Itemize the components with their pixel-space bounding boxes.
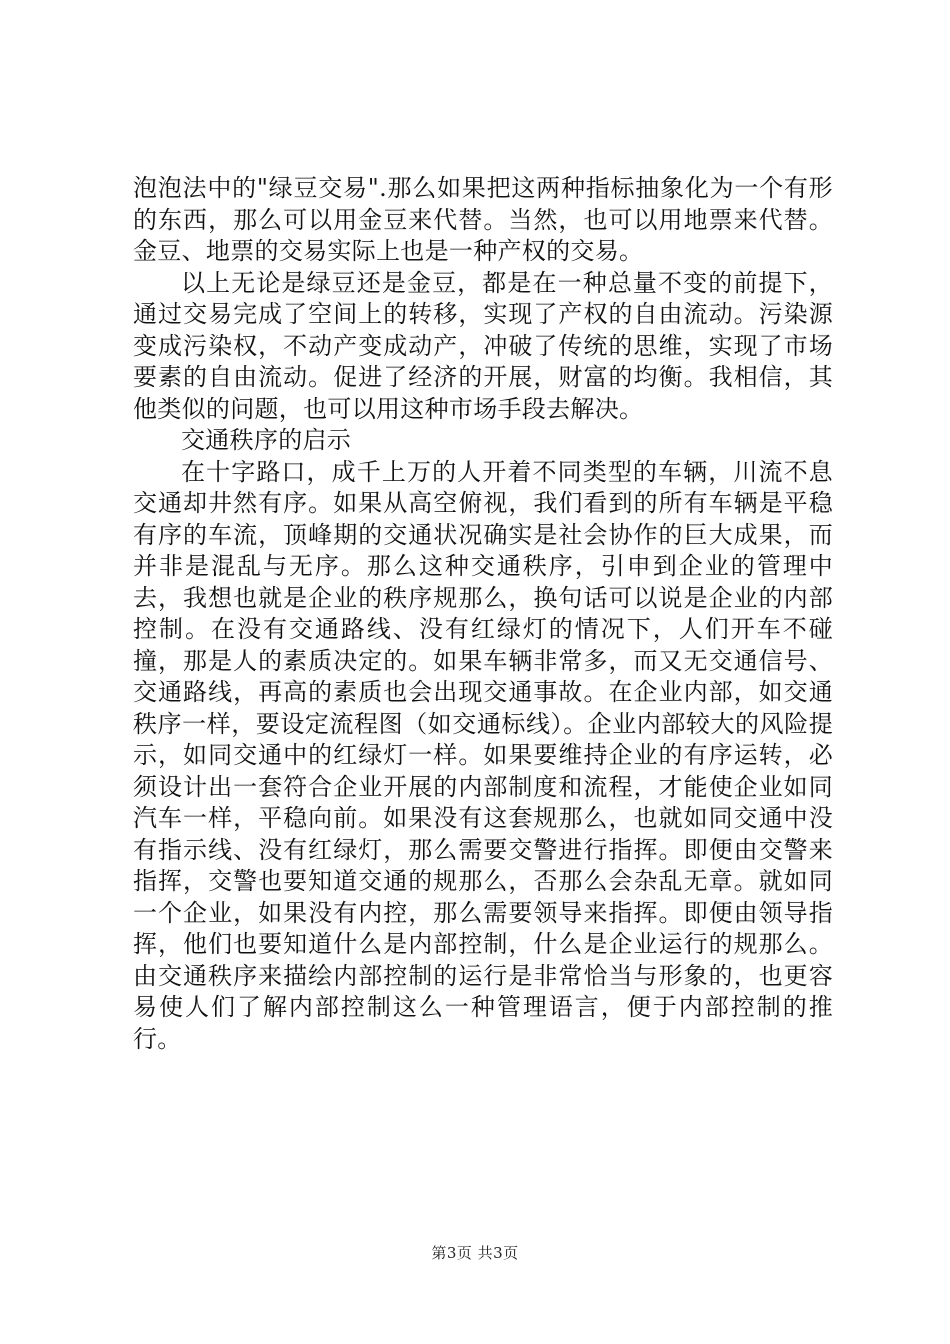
document-body	[133, 173, 833, 1055]
page-footer: 第3页 共3页	[431, 1244, 519, 1262]
paragraph-2: 以上无论是绿豆还是金豆，都是在一种总量不变的前提下，通过交易完成了空间上的转移，实现了产权的自由流动。污染源变成污染权，不动产变成动产，冲破了传统的思维，实现了市场要素的自由流动。促进了经济的开展，财富的均衡。我相信，其他类似的问题，也可以用这种市场手段去解决。	[133, 268, 833, 423]
paragraph-3: 在十字路口，成千上万的人开着不同类型的车辆，川流不息交通却井然有序。如果从高空俯视，我们看到的所有车辆是平稳有序的车流，顶峰期的交通状况确实是社会协作的巨大成果，而并非是混乱与无序。那么这种交通秩序，引申到企业的管理中去，我想也就是企业的秩序规那么，换句话可以说是企业的内部控制。在没有交通路线、没有红绿灯的情况下，人们开车不碰撞，那是人的素质决定的。如果车辆非常多，而又无交通信号、交通路线，再高的素质也会出现交通事故。在企业内部，如交通秩序一样，要设定流程图（如交通标线）。企业内部较大的风险提示，如同交通中的红绿灯一样。如果要维持企业的有序运转，必须设计出一套符合企业开展的内部制度和流程，才能使企业如同汽车一样，平稳向前。如果没有这套规那么，也就如同交通中没有指示线、没有红绿灯，那么需要交警进行指挥。即便由交警来指挥，交警也要知道交通的规那么，否那么会杂乱无章。就如同一个企业，如果没有内控，那么需要领导来指挥。即便由领导指挥，他们也要知道什么是内部控制，什么是企业运行的规那么。由交通秩序来描绘内部控制的运行是非常恰当与形象的，也更容易使人们了解内部控制这么一种管理语言，便于内部控制的推行。	[133, 457, 833, 1053]
paragraph-1: 泡泡法中的"绿豆交易".那么如果把这两种指标抽象化为一个有形的东西，那么可以用金豆来代替。当然，也可以用地票来代替。金豆、地票的交易实际上也是一种产权的交易。	[133, 174, 833, 265]
section-heading: 交通秩序的启示	[181, 426, 352, 454]
